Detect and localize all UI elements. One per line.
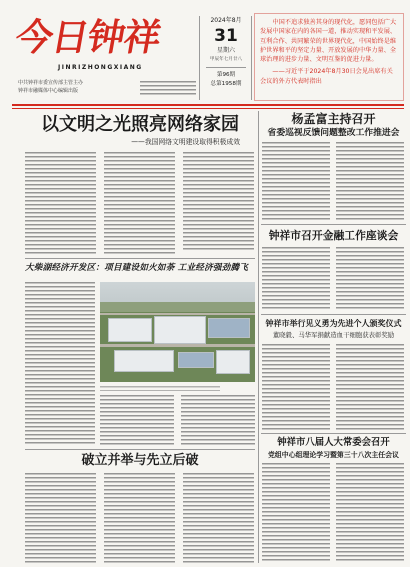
date-day: 31 bbox=[214, 26, 238, 46]
story-divider bbox=[261, 433, 406, 434]
masthead-divider bbox=[251, 16, 252, 100]
column-divider bbox=[258, 111, 259, 563]
story3-headline: 钟祥市举行见义勇为先进个人颁奖仪式 bbox=[265, 318, 402, 328]
publisher-line: 钟祥市融媒体中心编辑出版 bbox=[18, 88, 79, 94]
total-issue-number: 总第1958期 bbox=[210, 80, 242, 87]
masthead-rule-thin bbox=[12, 108, 404, 109]
body-text bbox=[181, 395, 255, 445]
body-text bbox=[100, 395, 174, 445]
photo-building bbox=[216, 350, 250, 374]
photo-building bbox=[178, 352, 214, 368]
story4-headline-line2: 党组中心组理论学习暨第三十八次主任会议 bbox=[268, 451, 399, 459]
body-text bbox=[262, 463, 330, 561]
story3-subheadline: 董晓毅、马华军捐献造血干细胞获表彰奖励 bbox=[272, 331, 395, 339]
lead-subheadline: ——我国网络文明建设取得积极成效 bbox=[131, 138, 240, 146]
date-year-month: 2024年8月 bbox=[210, 17, 242, 24]
masthead-divider bbox=[199, 16, 200, 100]
photo-building bbox=[108, 318, 152, 342]
masthead-logo: 今日钟祥 bbox=[12, 15, 164, 59]
lead-headline: 以文明之光照亮网络家园 bbox=[41, 114, 239, 135]
body-text bbox=[336, 142, 404, 220]
quote-box bbox=[254, 13, 404, 101]
publisher-line: 中共钟祥市委宣传部主管主办 bbox=[18, 80, 84, 86]
industrial-park-photo bbox=[100, 282, 255, 382]
masthead-rule bbox=[12, 104, 404, 106]
photo-road bbox=[100, 344, 255, 347]
body-text bbox=[104, 152, 175, 254]
story2-headline: 钟祥市召开金融工作座谈会 bbox=[268, 229, 399, 242]
story1-headline-line2: 省委巡视反馈问题整改工作推进会 bbox=[267, 128, 400, 138]
date-weekday: 星期六 bbox=[216, 47, 235, 54]
body-text bbox=[336, 463, 404, 561]
body-text bbox=[25, 282, 95, 444]
body-text bbox=[262, 247, 330, 309]
body-text bbox=[336, 247, 404, 309]
masthead-pinyin: JINRIZHONGXIANG bbox=[58, 64, 143, 71]
date-separator bbox=[206, 67, 246, 68]
photo-building bbox=[208, 318, 250, 338]
quote-text: 中国不追求独善其身的现代化，愿同包括广大发展中国家在内的各国一道，推动实现和平发展、互利合作、共同繁荣的世界现代化，中国始终是维护世界和平的坚定力量、开放发展的中华力量、全球治理的进步力量、文明互鉴的促进力量。 bbox=[260, 19, 397, 64]
issue-number: 第96期 bbox=[216, 71, 236, 78]
body-text bbox=[25, 473, 96, 563]
contact-info bbox=[140, 81, 196, 95]
commentary-headline: 破立并举与先立后破 bbox=[81, 453, 199, 468]
body-text bbox=[183, 152, 254, 250]
body-text bbox=[262, 344, 330, 430]
section-divider bbox=[25, 258, 255, 259]
photo-road bbox=[100, 313, 255, 315]
story-divider bbox=[261, 224, 406, 225]
body-text bbox=[25, 152, 96, 254]
body-text bbox=[336, 344, 404, 430]
body-text bbox=[262, 142, 330, 220]
body-text bbox=[183, 473, 254, 563]
story4-headline-line1: 钟祥市八届人大常委会召开 bbox=[277, 437, 390, 448]
date-box bbox=[202, 16, 250, 89]
date-lunar: 甲辰年七月廿八 bbox=[209, 57, 243, 62]
quote-attribution: ——习近平于2024年8月30日会见出席有关会议的外方代表时指出 bbox=[260, 68, 393, 85]
story-divider bbox=[261, 314, 406, 315]
photo-building bbox=[114, 350, 174, 372]
section-divider bbox=[25, 449, 255, 450]
story1-headline-line1: 杨孟富主持召开 bbox=[291, 112, 376, 126]
body-text bbox=[104, 473, 175, 563]
feature-headline: 大柴湖经济开发区：项目建设如火如荼 工业经济强劲腾飞 bbox=[25, 263, 249, 273]
photo-building bbox=[154, 316, 206, 344]
photo-caption bbox=[100, 386, 220, 391]
